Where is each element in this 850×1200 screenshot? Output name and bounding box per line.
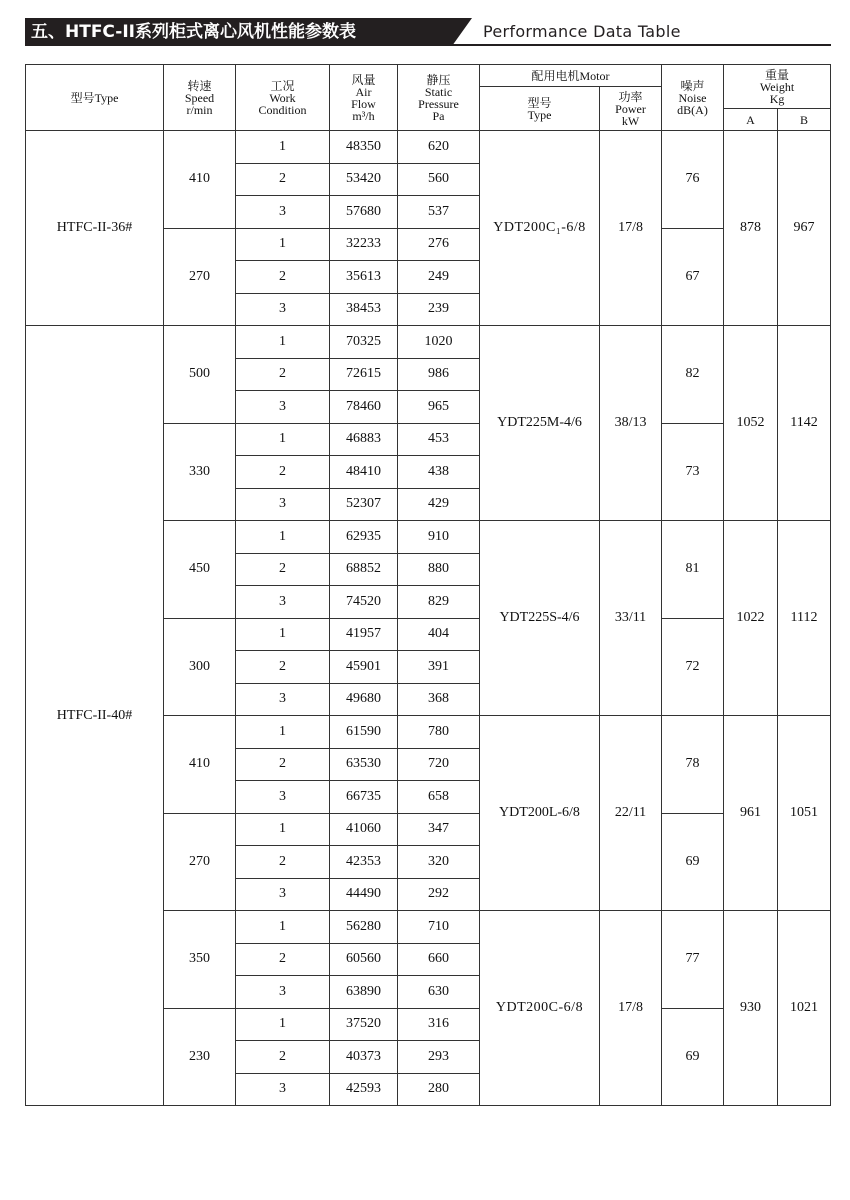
pressure-cell: 404 — [398, 618, 480, 651]
airflow-cell: 66735 — [330, 781, 398, 814]
motor-power-cell: 38/13 — [600, 326, 662, 521]
condition-cell: 1 — [236, 911, 330, 944]
pressure-cell: 438 — [398, 456, 480, 489]
pressure-cell: 880 — [398, 553, 480, 586]
pressure-cell: 347 — [398, 813, 480, 846]
airflow-cell: 40373 — [330, 1041, 398, 1074]
weight-a-cell: 1022 — [724, 521, 778, 716]
pressure-cell: 316 — [398, 1008, 480, 1041]
weight-a-cell: 878 — [724, 131, 778, 326]
pressure-cell: 276 — [398, 228, 480, 261]
pressure-cell: 453 — [398, 423, 480, 456]
condition-cell: 3 — [236, 781, 330, 814]
speed-cell: 300 — [164, 618, 236, 716]
airflow-cell: 53420 — [330, 163, 398, 196]
noise-cell: 77 — [662, 911, 724, 1009]
pressure-cell: 620 — [398, 131, 480, 164]
condition-cell: 3 — [236, 391, 330, 424]
condition-cell: 3 — [236, 586, 330, 619]
airflow-cell: 56280 — [330, 911, 398, 944]
header-noise-en: Noise — [678, 90, 707, 105]
header-airflow — [330, 65, 398, 131]
performance-table — [25, 64, 831, 1106]
motor-power-cell: 33/11 — [600, 521, 662, 716]
table-row — [26, 326, 831, 359]
pressure-cell: 239 — [398, 293, 480, 326]
condition-cell: 1 — [236, 521, 330, 554]
header-noise-unit: dB(A) — [677, 102, 708, 117]
condition-cell: 1 — [236, 716, 330, 749]
header-weight — [724, 65, 831, 109]
header-pressure-en1: Static — [424, 84, 453, 99]
noise-cell: 69 — [662, 813, 724, 911]
condition-cell: 3 — [236, 196, 330, 229]
weight-a-cell: 930 — [724, 911, 778, 1106]
motor-type-cell: YDT225S-4/6 — [480, 521, 600, 716]
header-motor: 配用电机Motor — [480, 65, 662, 87]
airflow-cell: 44490 — [330, 878, 398, 911]
speed-cell: 350 — [164, 911, 236, 1009]
pressure-cell: 560 — [398, 163, 480, 196]
airflow-cell: 63530 — [330, 748, 398, 781]
airflow-cell: 48350 — [330, 131, 398, 164]
weight-b-cell: 1112 — [778, 521, 831, 716]
header-airflow-en1: Air — [355, 84, 372, 99]
airflow-cell: 68852 — [330, 553, 398, 586]
noise-cell: 76 — [662, 131, 724, 229]
header-pressure-unit: Pa — [432, 108, 445, 123]
title-notch — [452, 18, 472, 46]
weight-a-cell: 961 — [724, 716, 778, 911]
motor-type-cell: YDT200C₁-6/8 — [480, 131, 600, 326]
title-bar — [25, 18, 831, 46]
condition-cell: 2 — [236, 358, 330, 391]
pressure-cell: 910 — [398, 521, 480, 554]
noise-cell: 78 — [662, 716, 724, 814]
noise-cell: 73 — [662, 423, 724, 521]
header-pressure-en2: Pressure — [418, 96, 459, 111]
airflow-cell: 41060 — [330, 813, 398, 846]
noise-cell: 81 — [662, 521, 724, 619]
header-weight-cn: 重量 — [765, 67, 790, 82]
condition-cell: 3 — [236, 1073, 330, 1106]
condition-cell: 2 — [236, 1041, 330, 1074]
airflow-cell: 78460 — [330, 391, 398, 424]
speed-cell: 270 — [164, 228, 236, 326]
motor-power-cell: 22/11 — [600, 716, 662, 911]
condition-cell: 2 — [236, 261, 330, 294]
pressure-cell: 720 — [398, 748, 480, 781]
header-pressure — [398, 65, 480, 131]
condition-cell: 1 — [236, 1008, 330, 1041]
speed-cell: 270 — [164, 813, 236, 911]
pressure-cell: 780 — [398, 716, 480, 749]
pressure-cell: 537 — [398, 196, 480, 229]
noise-cell: 82 — [662, 326, 724, 424]
condition-cell: 1 — [236, 618, 330, 651]
condition-cell: 3 — [236, 293, 330, 326]
header-weight-a: A — [724, 109, 778, 131]
airflow-cell: 74520 — [330, 586, 398, 619]
airflow-cell: 48410 — [330, 456, 398, 489]
header-work-en1: Work — [269, 90, 296, 105]
header-speed-cn: 转速 — [187, 78, 212, 93]
weight-b-cell: 967 — [778, 131, 831, 326]
airflow-cell: 61590 — [330, 716, 398, 749]
condition-cell: 2 — [236, 846, 330, 879]
pressure-cell: 986 — [398, 358, 480, 391]
condition-cell: 2 — [236, 553, 330, 586]
header-motor-power — [600, 87, 662, 131]
header-motor-power-en: Power — [615, 101, 646, 116]
header-speed-unit: r/min — [186, 102, 213, 117]
pressure-cell: 292 — [398, 878, 480, 911]
pressure-cell: 710 — [398, 911, 480, 944]
header-motor-power-unit: kW — [621, 113, 640, 128]
header-airflow-en2: Flow — [351, 96, 376, 111]
noise-cell: 69 — [662, 1008, 724, 1106]
motor-type-cell: YDT200C-6/8 — [480, 911, 600, 1106]
header-motor-type-cn: 型号 — [527, 95, 552, 110]
condition-cell: 2 — [236, 456, 330, 489]
header-type: 型号Type — [26, 65, 164, 131]
condition-cell: 3 — [236, 683, 330, 716]
airflow-cell: 57680 — [330, 196, 398, 229]
airflow-cell: 35613 — [330, 261, 398, 294]
header-noise-cn: 噪声 — [680, 78, 705, 93]
condition-cell: 1 — [236, 813, 330, 846]
speed-cell: 410 — [164, 716, 236, 814]
header-weight-en: Weight — [759, 79, 795, 94]
noise-cell: 67 — [662, 228, 724, 326]
airflow-cell: 41957 — [330, 618, 398, 651]
pressure-cell: 391 — [398, 651, 480, 684]
pressure-cell: 660 — [398, 943, 480, 976]
airflow-cell: 72615 — [330, 358, 398, 391]
speed-cell: 500 — [164, 326, 236, 424]
pressure-cell: 368 — [398, 683, 480, 716]
condition-cell: 3 — [236, 878, 330, 911]
header-pressure-cn: 静压 — [426, 72, 451, 87]
header-speed — [164, 65, 236, 131]
airflow-cell: 49680 — [330, 683, 398, 716]
header-work — [236, 65, 330, 131]
airflow-cell: 52307 — [330, 488, 398, 521]
noise-cell: 72 — [662, 618, 724, 716]
header-motor-type — [480, 87, 600, 131]
airflow-cell: 42593 — [330, 1073, 398, 1106]
model-name: HTFC-II-36# — [26, 131, 164, 326]
airflow-cell: 45901 — [330, 651, 398, 684]
header-airflow-cn: 风量 — [351, 72, 376, 87]
condition-cell: 2 — [236, 943, 330, 976]
header-weight-b: B — [778, 109, 831, 131]
header-motor-power-cn: 功率 — [618, 89, 643, 104]
speed-cell: 330 — [164, 423, 236, 521]
model-name: HTFC-II-40# — [26, 326, 164, 1106]
airflow-cell: 38453 — [330, 293, 398, 326]
weight-b-cell: 1021 — [778, 911, 831, 1106]
pressure-cell: 429 — [398, 488, 480, 521]
header-speed-en: Speed — [184, 90, 215, 105]
weight-b-cell: 1051 — [778, 716, 831, 911]
airflow-cell: 42353 — [330, 846, 398, 879]
motor-power-cell: 17/8 — [600, 911, 662, 1106]
speed-cell: 410 — [164, 131, 236, 229]
pressure-cell: 293 — [398, 1041, 480, 1074]
condition-cell: 1 — [236, 228, 330, 261]
condition-cell: 1 — [236, 326, 330, 359]
condition-cell: 1 — [236, 131, 330, 164]
table-header — [26, 65, 831, 131]
header-work-en2: Condition — [258, 102, 307, 117]
motor-type-cell: YDT225M-4/6 — [480, 326, 600, 521]
header-noise — [662, 65, 724, 131]
condition-cell: 2 — [236, 163, 330, 196]
pressure-cell: 829 — [398, 586, 480, 619]
weight-b-cell: 1142 — [778, 326, 831, 521]
condition-cell: 3 — [236, 488, 330, 521]
motor-type-cell: YDT200L-6/8 — [480, 716, 600, 911]
weight-a-cell: 1052 — [724, 326, 778, 521]
airflow-cell: 70325 — [330, 326, 398, 359]
page-title: 五、HTFC-II系列柜式离心风机性能参数表 — [25, 18, 452, 46]
header-weight-unit: Kg — [769, 91, 785, 106]
pressure-cell: 1020 — [398, 326, 480, 359]
condition-cell: 2 — [236, 748, 330, 781]
table-row — [26, 131, 831, 164]
condition-cell: 2 — [236, 651, 330, 684]
pressure-cell: 965 — [398, 391, 480, 424]
pressure-cell: 658 — [398, 781, 480, 814]
airflow-cell: 32233 — [330, 228, 398, 261]
speed-cell: 230 — [164, 1008, 236, 1106]
pressure-cell: 249 — [398, 261, 480, 294]
condition-cell: 3 — [236, 976, 330, 1009]
airflow-cell: 37520 — [330, 1008, 398, 1041]
airflow-cell: 63890 — [330, 976, 398, 1009]
pressure-cell: 630 — [398, 976, 480, 1009]
page-subtitle: Performance Data Table — [483, 22, 681, 41]
pressure-cell: 280 — [398, 1073, 480, 1106]
header-motor-type-en: Type — [527, 107, 552, 122]
motor-power-cell: 17/8 — [600, 131, 662, 326]
speed-cell: 450 — [164, 521, 236, 619]
header-airflow-unit: m³/h — [352, 108, 375, 123]
condition-cell: 1 — [236, 423, 330, 456]
airflow-cell: 62935 — [330, 521, 398, 554]
header-work-cn: 工况 — [270, 78, 295, 93]
pressure-cell: 320 — [398, 846, 480, 879]
table-body — [26, 131, 831, 1106]
airflow-cell: 60560 — [330, 943, 398, 976]
airflow-cell: 46883 — [330, 423, 398, 456]
